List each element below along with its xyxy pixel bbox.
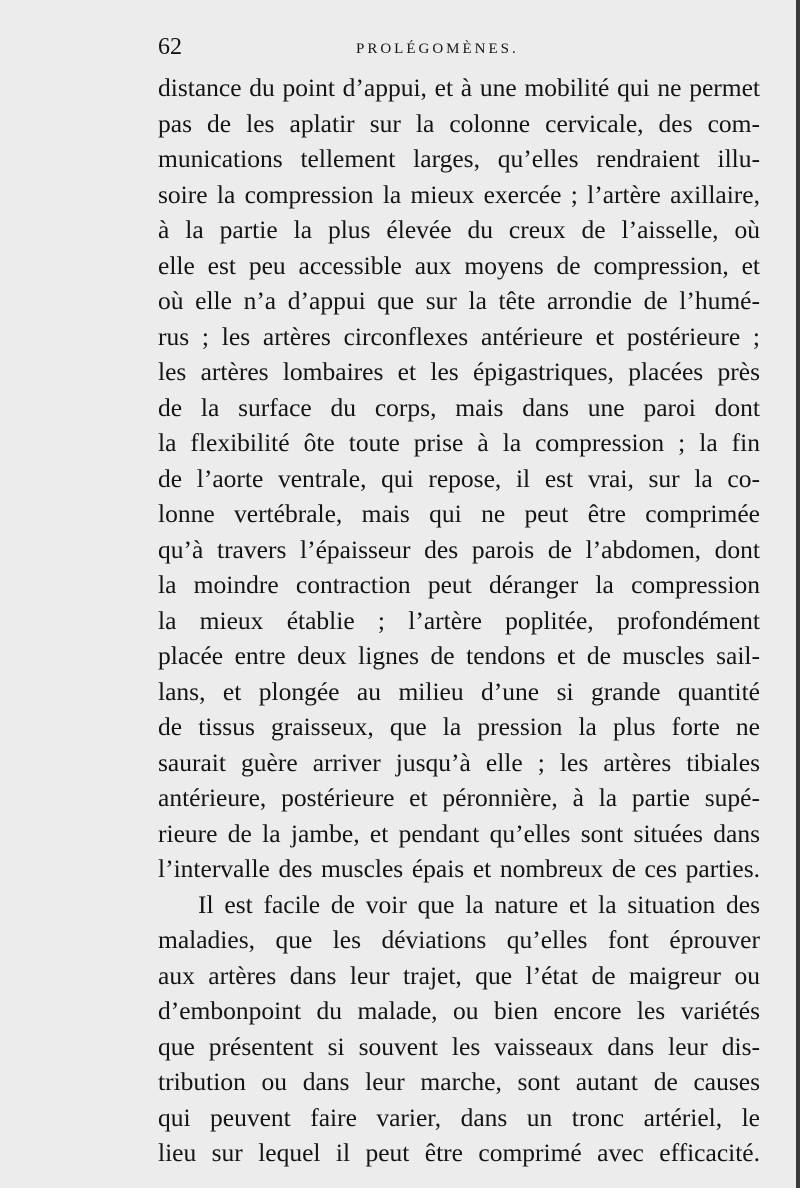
text-line: munications tellement larges, qu’elles rendraient illu- (158, 144, 760, 173)
text-line: maladies, que les déviations qu’elles font éprouver (158, 925, 760, 954)
text-line: lans, et plongée au milieu d’une si grande quantité (158, 676, 760, 706)
text-line: pas de les aplatir sur la colonne cervicale, des com- (158, 108, 760, 138)
text-line: saurait guère arriver jusqu’à elle ; les artères tibiales (158, 747, 760, 777)
page-header (158, 30, 758, 64)
text-line: la flexibilité ôte toute prise à la compression ; la fin (158, 428, 760, 457)
text-line: qu’à travers l’épaisseur des parois de l’abdomen, dont (158, 534, 760, 564)
page-number: 62 (158, 34, 182, 60)
text-line: soire la compression la mieux exercée ; l’artère axillaire, (158, 179, 760, 209)
text-line: lieu sur lequel il peut être comprimé avec efficacité. (158, 1138, 760, 1167)
text-line: l’intervalle des muscles épais et nombreux de ces parties. (158, 854, 760, 883)
paragraph-1 (158, 70, 760, 887)
text-line: que présentent si souvent les vaisseaux dans leur dis- (158, 1031, 760, 1061)
text-line: aux artères dans leur trajet, que l’état de maigreur ou (158, 960, 760, 990)
body-text (158, 70, 760, 1171)
text-line: rus ; les artères circonflexes antérieure et postérieure ; (158, 321, 760, 351)
text-line: lonne vertébrale, mais qui ne peut être comprimée (158, 499, 760, 528)
text-line: de tissus graisseux, que la pression la plus forte ne (158, 712, 760, 741)
text-line: de l’aorte ventrale, qui repose, il est vrai, sur la co- (158, 463, 760, 493)
text-line: antérieure, postérieure et péronnière, à la partie supé- (158, 783, 760, 812)
page-edge-shadow (796, 0, 800, 1188)
text-line: elle est peu accessible aux moyens de compression, et (158, 250, 760, 280)
text-line: de la surface du corps, mais dans une paroi dont (158, 392, 760, 422)
text-line: rieure de la jambe, et pendant qu’elles sont situées dans (158, 818, 760, 848)
text-line: placée entre deux lignes de tendons et de muscles sail- (158, 641, 760, 670)
running-head: PROLÉGOMÈNES. (356, 41, 519, 57)
text-line: d’embonpoint du malade, ou bien encore les variétés (158, 996, 760, 1025)
text-line: Il est facile de voir que la nature et la situation des (198, 889, 760, 919)
text-line: la mieux établie ; l’artère poplitée, profondément (158, 605, 760, 635)
text-line: distance du point d’appui, et à une mobilité qui ne permet (158, 73, 760, 102)
paragraph-2 (158, 887, 760, 1171)
text-line: tribution ou dans leur marche, sont autant de causes (158, 1067, 760, 1096)
text-line: où elle n’a d’appui que sur la tête arrondie de l’humé- (158, 286, 760, 315)
text-line: la moindre contraction peut déranger la compression (158, 570, 760, 599)
text-line: qui peuvent faire varier, dans un tronc artériel, le (158, 1102, 760, 1132)
text-line: les artères lombaires et les épigastriques, placées près (158, 357, 760, 386)
text-line: à la partie la plus élevée du creux de l’aisselle, où (158, 215, 760, 244)
